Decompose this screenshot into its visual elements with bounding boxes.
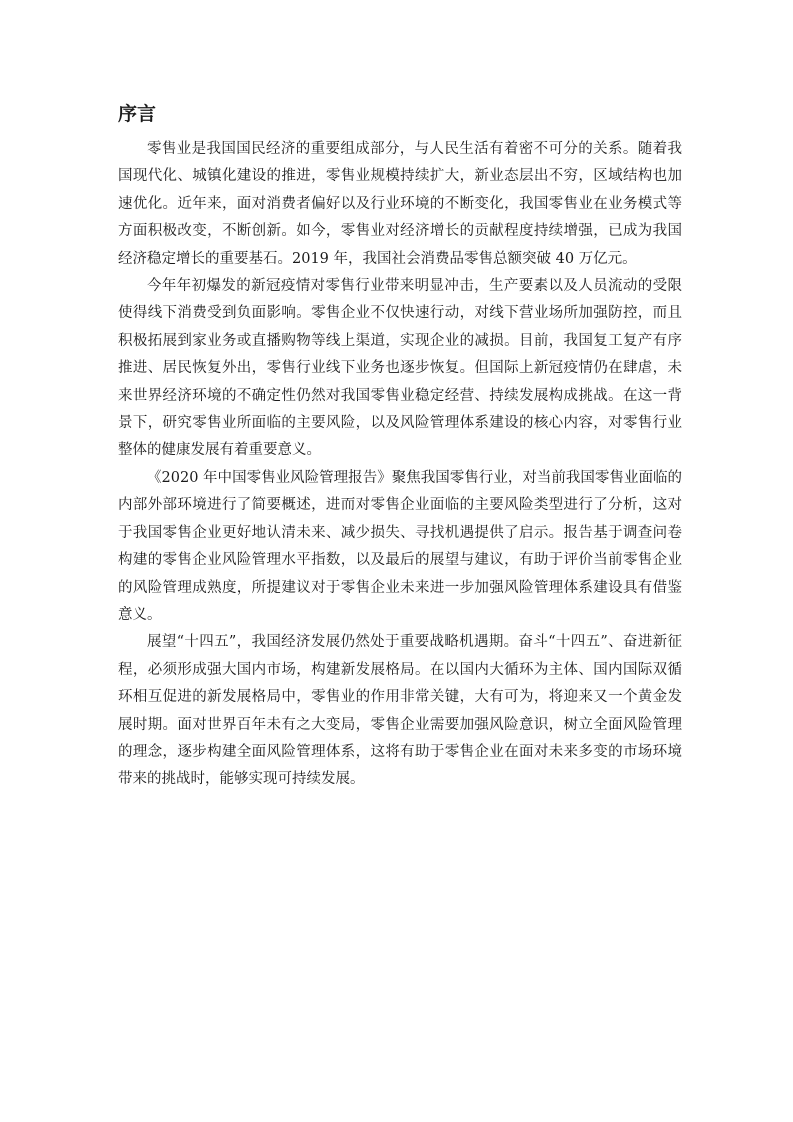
paragraph-4: 展望“十四五”，我国经济发展仍然处于重要战略机遇期。奋斗“十四五”、奋进新征程，必须形成强大国内市场，构建新发展格局。在以国内大循环为主体、国内国际双循环相互促进的新发展格局中，零售业的作用非常关键，大有可为，将迎来又一个黄金发展时期。面对世界百年未有之大变局，零售企业需要加强风险意识，树立全面风险管理的理念，逐步构建全面风险管理体系，这将有助于零售企业在面对未来多变的市场环境带来的挑战时，能够实现可持续发展。	[118, 634, 682, 788]
page-title: 序言	[118, 103, 157, 125]
paragraph-2: 今年年初爆发的新冠疫情对零售行业带来明显冲击，生产要素以及人员流动的受限使得线下消费受到负面影响。零售企业不仅快速行动，对线下营业场所加强防控，而且积极拓展到家业务或直播购物等线上渠道，实现企业的减损。目前，我国复工复产有序推进、居民恢复外出，零售行业线下业务也逐步恢复。但国际上新冠疫情仍在肆虐，未来世界经济环境的不确定性仍然对我国零售业稳定经营、持续发展构成挑战。在这一背景下，研究零售业所面临的主要风险，以及风险管理体系建设的核心内容，对零售行业整体的健康发展有着重要意义。	[118, 278, 682, 459]
paragraph-1: 零售业是我国国民经济的重要组成部分，与人民生活有着密不可分的关系。随着我国现代化、城镇化建设的推进，零售业规模持续扩大，新业态层出不穷，区域结构也加速优化。近年来，面对消费者偏好以及行业环境的不断变化，我国零售业在业务模式等方面积极改变，不断创新。如今，零售业对经济增长的贡献程度持续增强，已成为我国经济稳定增长的重要基石。2019 年，我国社会消费品零售总额突破 40 万亿元。	[118, 141, 682, 267]
document-page	[118, 100, 682, 794]
paragraph-3: 《2020 年中国零售业风险管理报告》聚焦我国零售行业，对当前我国零售业面临的内部外部环境进行了简要概述，进而对零售企业面临的主要风险类型进行了分析，这对于我国零售企业更好地认清未来、减少损失、寻找机遇提供了启示。报告基于调查问卷构建的零售企业风险管理水平指数，以及最后的展望与建议，有助于评价当前零售企业的风险管理成熟度，所提建议对于零售企业未来进一步加强风险管理体系建设具有借鉴意义。	[118, 469, 682, 623]
